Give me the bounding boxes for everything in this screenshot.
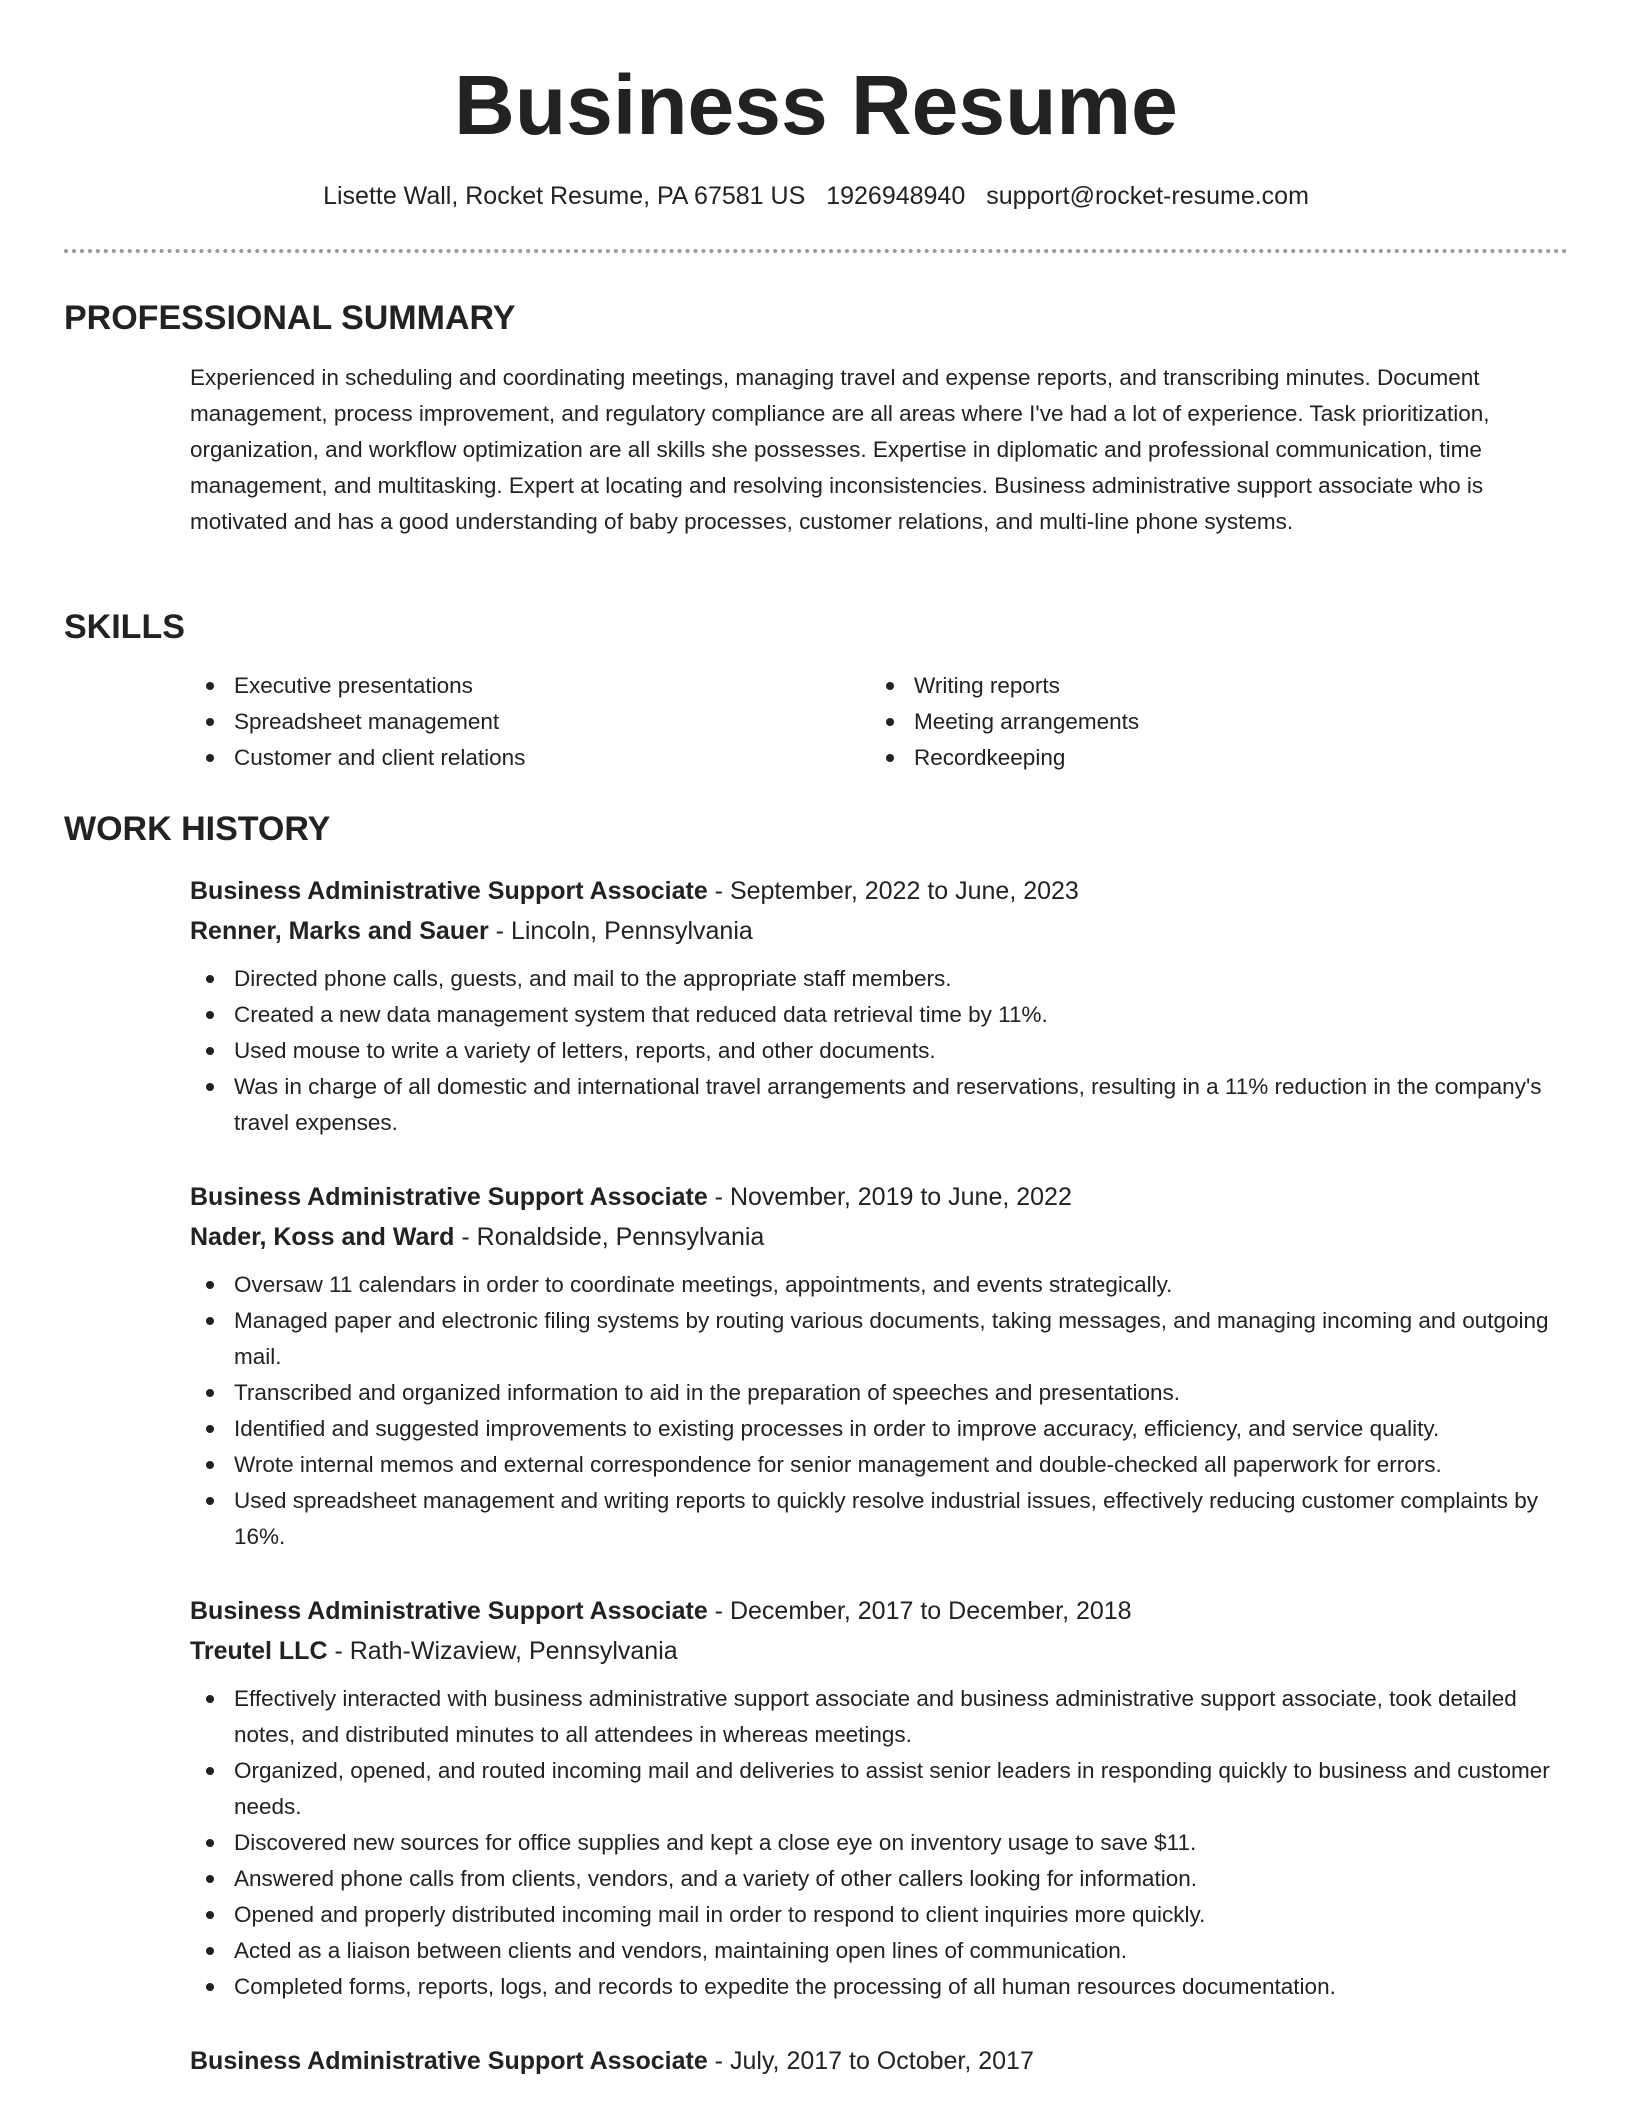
job-title-line	[190, 871, 1568, 911]
job-bullet: Answered phone calls from clients, vendors, and a variety of other callers looking for information.	[190, 1861, 1568, 1897]
job-company: Renner, Marks and Sauer	[190, 917, 489, 945]
job-dates: - November, 2019 to June, 2022	[707, 1183, 1072, 1211]
job-bullets	[190, 961, 1568, 1141]
job-title: Business Administrative Support Associate	[190, 2047, 708, 2075]
skills-heading: SKILLS	[64, 608, 185, 646]
job-bullet: Transcribed and organized information to aid in the preparation of speeches and presentations.	[190, 1375, 1568, 1411]
job-title-line	[190, 1591, 1568, 1631]
job-bullet: Directed phone calls, guests, and mail to the appropriate staff members.	[190, 961, 1568, 997]
job-bullet: Opened and properly distributed incoming mail in order to respond to client inquiries more quickly.	[190, 1897, 1568, 1933]
job-entry	[190, 871, 1568, 1141]
summary-text: Experienced in scheduling and coordinating meetings, managing travel and expense reports, and transcribing minutes. Document management, process improvement, and regulatory compliance are all areas where I've had a lot of experience. Task prioritization, organization, and workflow optimization are all skills she possesses. Expertise in diplomatic and professional communication, time management, and multitasking. Expert at locating and resolving inconsistencies. Business administrative support associate who is motivated and has a good understanding of baby processes, customer relations, and multi-line phone systems.	[190, 365, 1490, 534]
job-dates: - July, 2017 to October, 2017	[707, 2047, 1034, 2075]
job-title: Business Administrative Support Associate	[190, 1597, 708, 1625]
job-title-line	[190, 1177, 1568, 1217]
skills-column-right	[870, 668, 1550, 776]
job-title: Business Administrative Support Associate	[190, 1183, 708, 1211]
contact-phone: 1926948940	[826, 182, 966, 210]
job-bullet: Used spreadsheet management and writing reports to quickly resolve industrial issues, effectively reducing customer complaints by 16%.	[190, 1483, 1568, 1555]
job-bullet: Managed paper and electronic filing systems by routing various documents, taking messages, and managing incoming and outgoing mail.	[190, 1303, 1568, 1375]
job-location: - Rath-Wizaview, Pennsylvania	[327, 1637, 678, 1665]
job-location: - Ronaldside, Pennsylvania	[454, 1223, 765, 1251]
skill-item: Recordkeeping	[870, 740, 1550, 776]
contact-address: Lisette Wall, Rocket Resume, PA 67581 US	[323, 182, 806, 210]
job-bullet: Created a new data management system that reduced data retrieval time by 11%.	[190, 997, 1568, 1033]
summary-heading: PROFESSIONAL SUMMARY	[64, 299, 516, 337]
job-bullet: Wrote internal memos and external correspondence for senior management and double-checked all paperwork for errors.	[190, 1447, 1568, 1483]
job-entry	[190, 1177, 1568, 1555]
job-company-line	[190, 911, 1568, 951]
summary-section	[64, 298, 1568, 540]
job-bullet: Organized, opened, and routed incoming mail and deliveries to assist senior leaders in responding quickly to business and customer needs.	[190, 1753, 1568, 1825]
skill-item: Meeting arrangements	[870, 704, 1550, 740]
job-company-line	[190, 1217, 1568, 1257]
job-location: - Lincoln, Pennsylvania	[488, 917, 753, 945]
skills-grid	[190, 668, 1568, 776]
job-bullet: Effectively interacted with business administrative support associate and business administrative support associate, took detailed notes, and distributed minutes to all attendees in whereas meetings.	[190, 1681, 1568, 1753]
resume-title: Business Resume	[454, 58, 1178, 152]
job-bullet: Discovered new sources for office supplies and kept a close eye on inventory usage to save $11.	[190, 1825, 1568, 1861]
job-bullet: Completed forms, reports, logs, and records to expedite the processing of all human resources documentation.	[190, 1969, 1568, 2005]
job-bullet: Identified and suggested improvements to existing processes in order to improve accuracy, efficiency, and service quality.	[190, 1411, 1568, 1447]
job-title: Business Administrative Support Associate	[190, 877, 708, 905]
contact-email: support@rocket-resume.com	[986, 182, 1309, 210]
job-bullet: Acted as a liaison between clients and vendors, maintaining open lines of communication.	[190, 1933, 1568, 1969]
contact-line	[64, 180, 1568, 212]
resume-page	[64, 0, 1568, 2075]
job-bullet: Oversaw 11 calendars in order to coordinate meetings, appointments, and events strategically.	[190, 1267, 1568, 1303]
job-bullet: Used mouse to write a variety of letters, reports, and other documents.	[190, 1033, 1568, 1069]
skill-item: Spreadsheet management	[190, 704, 870, 740]
job-company: Nader, Koss and Ward	[190, 1223, 455, 1251]
job-company-line	[190, 1631, 1568, 1671]
job-entry	[190, 2041, 1568, 2081]
job-company: Treutel LLC	[190, 1637, 328, 1665]
skill-item: Writing reports	[870, 668, 1550, 704]
skill-item: Executive presentations	[190, 668, 870, 704]
work-section	[64, 809, 1568, 2117]
work-heading: WORK HISTORY	[64, 810, 331, 848]
job-title-line	[190, 2041, 1568, 2081]
job-bullets	[190, 1681, 1568, 2005]
job-dates: - December, 2017 to December, 2018	[707, 1597, 1132, 1625]
skills-column-left	[190, 668, 870, 776]
job-dates: - September, 2022 to June, 2023	[707, 877, 1079, 905]
header-divider	[64, 249, 1568, 253]
job-bullets	[190, 1267, 1568, 1555]
job-entry	[190, 1591, 1568, 2005]
skill-item: Customer and client relations	[190, 740, 870, 776]
skills-section	[64, 607, 1568, 776]
job-bullet: Was in charge of all domestic and international travel arrangements and reservations, resulting in a 11% reduction in the company's travel expenses.	[190, 1069, 1568, 1141]
